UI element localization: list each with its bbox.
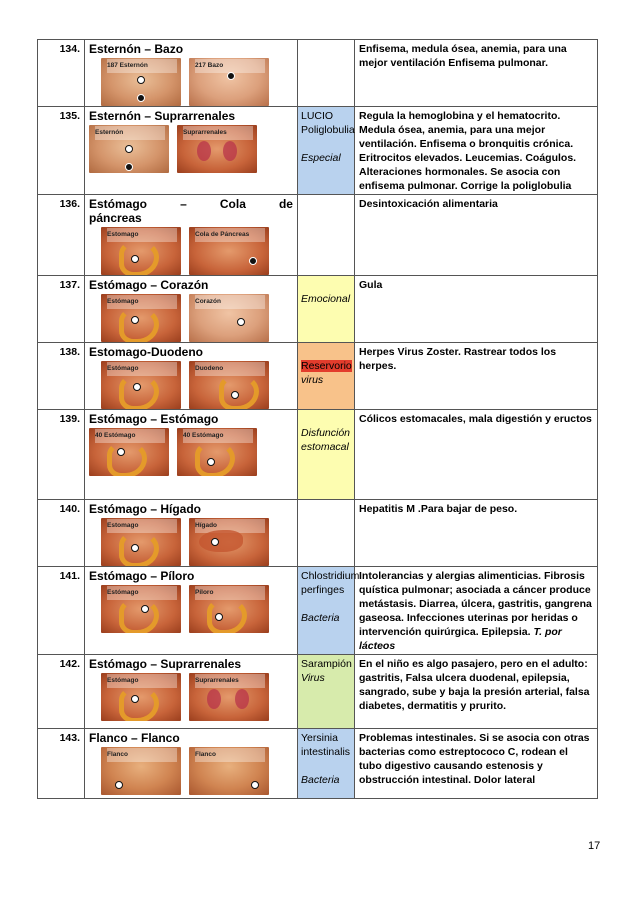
pair-cell xyxy=(85,40,298,107)
category-name: Sarampión xyxy=(301,658,352,670)
pair-title-line2: páncreas xyxy=(89,211,142,225)
description-cell: Intolerancias y alergias alimenticias. Fibrosis quística pulmonar; asociada a cáncer produce metástasis. Diarrea, úlcera, gastritis, gangrena gaseosa. Infecciones uterinas por heridas o intervención quirúrgica. Epilepsia. T. por lácteos xyxy=(355,567,598,655)
category-type: Emocional xyxy=(301,293,351,305)
pair-title: Esternón – Suprarrenales xyxy=(89,109,236,123)
table-row xyxy=(38,655,598,729)
pair-title: Estómago – Corazón xyxy=(89,278,209,292)
back-image: Suprarrenales xyxy=(189,673,269,721)
category-name: Chlostridium perfinges xyxy=(301,570,360,596)
description-cell: Herpes Virus Zoster. Rastrear todos los herpes. xyxy=(355,343,598,410)
category-cell xyxy=(298,410,355,500)
row-number: 141. xyxy=(38,567,85,655)
category-name: LUCIO Poliglobulia xyxy=(301,110,355,136)
pair-title: Estómago – Estómago xyxy=(89,412,219,426)
category-type: virus xyxy=(301,374,324,386)
row-number: 140. xyxy=(38,500,85,567)
abdomen-image: Hígado xyxy=(189,518,269,566)
torso-image: 187 Esternón xyxy=(101,58,181,106)
description-cell: Problemas intestinales. Si se asocia con otras bacterias como estreptococo C, rodean el tubo digestivo causando estenosis y obstrucción intestinal. Dolor lateral xyxy=(355,729,598,799)
category-type: Bacteria xyxy=(301,774,340,786)
pair-title: Estómago – Píloro xyxy=(89,569,195,583)
description-cell: Hepatitis M .Para bajar de peso. xyxy=(355,500,598,567)
description-cell: Regula la hemoglobina y el hematocrito. Medula ósea, anemia, para una mejor ventilación. Enfisema o bronquitis crónica. Eritrocitos elevados. Leucemias. Coágulos. Alteraciones hormonales. Se asocia con enfisema pulmonar. Corrige la poliglobulia xyxy=(355,107,598,195)
pair-title: Estómago – Cola de xyxy=(89,197,293,211)
pair-title: Flanco – Flanco xyxy=(89,731,180,745)
abdomen-image: Estomago xyxy=(101,518,181,566)
torso-image: Flanco xyxy=(189,747,269,795)
pair-cell xyxy=(85,410,298,500)
pair-cell xyxy=(85,343,298,410)
pair-title: Estomago-Duodeno xyxy=(89,345,203,359)
pair-cell xyxy=(85,107,298,195)
row-number: 139. xyxy=(38,410,85,500)
description-cell: Enfisema, medula ósea, anemia, para una mejor ventilación Enfisema pulmonar. xyxy=(355,40,598,107)
table-row xyxy=(38,195,598,276)
row-number: 135. xyxy=(38,107,85,195)
pair-cell xyxy=(85,655,298,729)
category-cell xyxy=(298,276,355,343)
torso-image: Corazón xyxy=(189,294,269,342)
pair-title: Esternón – Bazo xyxy=(89,42,184,56)
abdomen-image: 40 Estómago xyxy=(89,428,169,476)
category-name: Reservorio xyxy=(301,360,352,372)
category-cell xyxy=(298,195,355,276)
category-type: Disfunción estomacal xyxy=(301,427,351,453)
row-number: 134. xyxy=(38,40,85,107)
abdomen-image: Estómago xyxy=(101,585,181,633)
pair-title: Estómago – Suprarrenales xyxy=(89,657,242,671)
category-type: Especial xyxy=(301,152,341,164)
table-row xyxy=(38,500,598,567)
pair-cell xyxy=(85,195,298,276)
abdomen-image: Estómago xyxy=(101,361,181,409)
description-cell: Desintoxicación alimentaria xyxy=(355,195,598,276)
torso-image: Flanco xyxy=(101,747,181,795)
category-cell xyxy=(298,567,360,655)
category-type: Virus xyxy=(301,672,325,684)
abdomen-image: Píloro xyxy=(189,585,269,633)
category-name: Yersinia intestinalis xyxy=(301,732,351,758)
abdomen-image: Estomago xyxy=(101,227,181,275)
category-cell xyxy=(298,107,355,195)
torso-image: 217 Bazo xyxy=(189,58,269,106)
table-row xyxy=(38,729,598,799)
abdomen-image: Duodeno xyxy=(189,361,269,409)
row-number: 137. xyxy=(38,276,85,343)
pair-cell xyxy=(85,276,298,343)
description-cell: Cólicos estomacales, mala digestión y eructos xyxy=(355,410,598,500)
back-image: Suprarrenales xyxy=(177,125,257,173)
pair-cell xyxy=(85,500,298,567)
category-cell xyxy=(298,729,355,799)
category-cell xyxy=(298,655,355,729)
abdomen-image: Cola de Páncreas xyxy=(189,227,269,275)
table-row xyxy=(38,107,598,195)
pair-title: Estómago – Hígado xyxy=(89,502,202,516)
abdomen-image: Estómago xyxy=(101,673,181,721)
table-row xyxy=(38,40,598,107)
abdomen-image: Estómago xyxy=(101,294,181,342)
category-cell xyxy=(298,40,355,107)
page-number: 17 xyxy=(588,840,601,852)
table-row xyxy=(38,410,598,500)
pair-cell xyxy=(85,729,298,799)
category-type: Bacteria xyxy=(301,612,340,624)
row-number: 143. xyxy=(38,729,85,799)
torso-image: Esternón xyxy=(89,125,169,173)
row-number: 138. xyxy=(38,343,85,410)
category-cell xyxy=(298,343,355,410)
row-number: 142. xyxy=(38,655,85,729)
category-cell xyxy=(298,500,355,567)
correspondence-table xyxy=(37,39,598,799)
pair-cell xyxy=(85,567,298,655)
description-cell: Gula xyxy=(355,276,598,343)
abdomen-image: 40 Estómago xyxy=(177,428,257,476)
table-row xyxy=(38,276,598,343)
table-row xyxy=(38,343,598,410)
row-number: 136. xyxy=(38,195,85,276)
description-cell: En el niño es algo pasajero, pero en el adulto: gastritis, Falsa ulcera duodenal, epilepsia, sangrado, sube y baja la presión arterial, falsa diabetes, dermatitis y prurito. xyxy=(355,655,598,729)
table-row xyxy=(38,567,598,655)
